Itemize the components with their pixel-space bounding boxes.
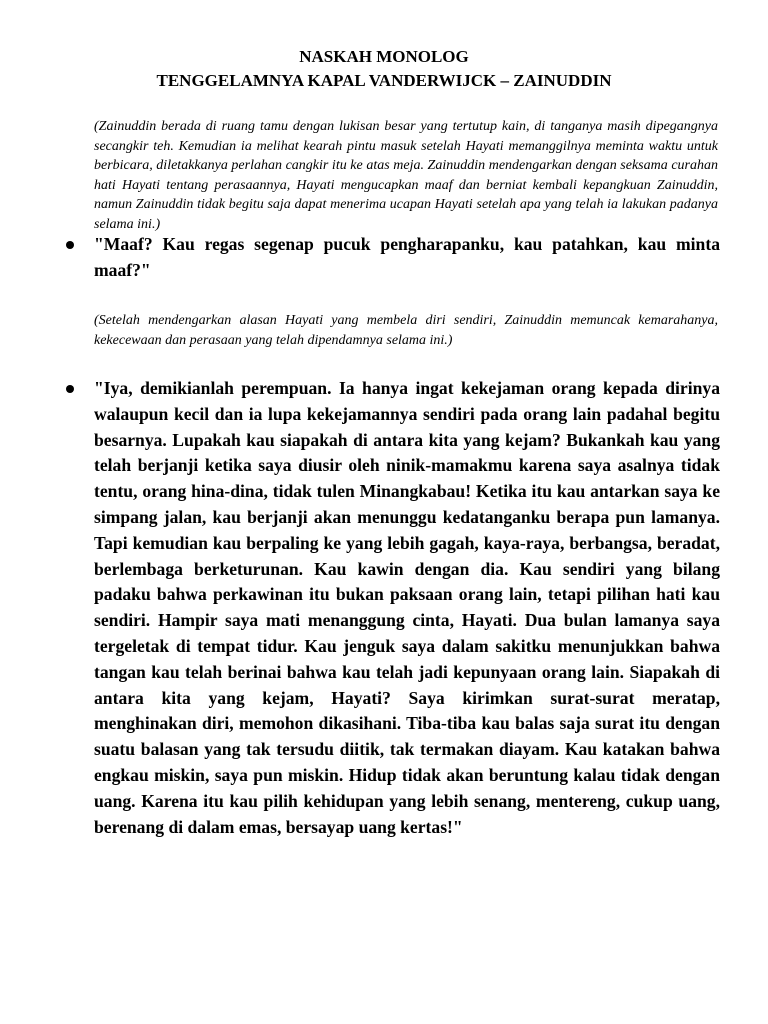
dialogue-line-first: "Maaf? Kau regas segenap pucuk pengharapanku, kau patahkan, kau minta maaf?" bbox=[94, 234, 720, 280]
bullet-icon bbox=[66, 241, 74, 249]
dialogue-line-second: "Iya, demikianlah perempuan. Ia hanya ingat kekejaman orang kepada dirinya walaupun kecil dan ia lupa kekejamannya sendiri pada orang lain padahal begitu besarnya. Lupakah kau siapakah di antara kita yang kejam? Bukankah kau yang telah berjanji ketika saya diusir oleh ninik-mamakmu karena saya asalnya tidak tentu, orang hina-dina, tidak tulen Minangkabau! Ketika itu kau antarkan saya ke simpang jalan, kau berjanji akan menunggu kedatanganku berapa pun lamanya. Tapi kemudian kau berpaling ke yang lebih gagah, kaya-raya, berbangsa, beradat, berlembaga berketurunan. Kau kawin dengan dia. Kau sendiri yang bilang padaku bahwa perkawinan itu bukan paksaan orang lain, tetapi pilihan hati kau sendiri. Hampir saya mati menanggung cinta, Hayati. Dua bulan lamanya saya tergeletak di tempat tidur. Kau jenguk saya dalam sakitku menunjukkan bahwa tangan kau telah berinai bahwa kau telah jadi kepunyaan orang lain. Siapakah di antara kita yang kejam, Hayati? Saya kirimkan surat-surat meratap, menghinakan diri, memohon dikasihani. Tiba-tiba kau balas saja surat itu dengan suatu balasan yang tak tersudu diitik, tak termakan diayam. Kau katakan bahwa engkau miskin, saya pun miskin. Hidup tidak akan beruntung kalau tidak dengan uang. Karena itu kau pilih kehidupan yang lebih senang, mentereng, cukup uang, berenang di dalam emas, bersayap uang kertas!" bbox=[94, 378, 720, 837]
document-title: NASKAH MONOLOG bbox=[299, 47, 469, 66]
stage-direction-second: (Setelah mendengarkan alasan Hayati yang membela diri sendiri, Zainuddin memuncak kemarahanya, kekecewaan dan perasaan yang telah dipendamnya selama ini.) bbox=[94, 313, 718, 348]
stage-direction-opening: (Zainuddin berada di ruang tamu dengan lukisan besar yang tertutup kain, di tanganya masih dipegangnya secangkir teh. Kemudian ia melihat kearah pintu masuk setelah Hayati memanggilnya meminta waktu untuk berbicara, diletakkanya perlahan cangkir itu ke atas meja. Zainuddin mendengarkan dengan seksama curahan hati Hayati tentang perasaannya, Hayati mengucapkan maaf dan berniat kembali kepangkuan Zainuddin, namun Zainuddin tidak begitu saja dapat menerima ucapan Hayati setelah apa yang telah ia lakukan padanya selama ini.) bbox=[94, 119, 718, 232]
bullet-icon bbox=[66, 385, 74, 393]
document-subtitle: TENGGELAMNYA KAPAL VANDERWIJCK – ZAINUDDIN bbox=[156, 71, 612, 90]
